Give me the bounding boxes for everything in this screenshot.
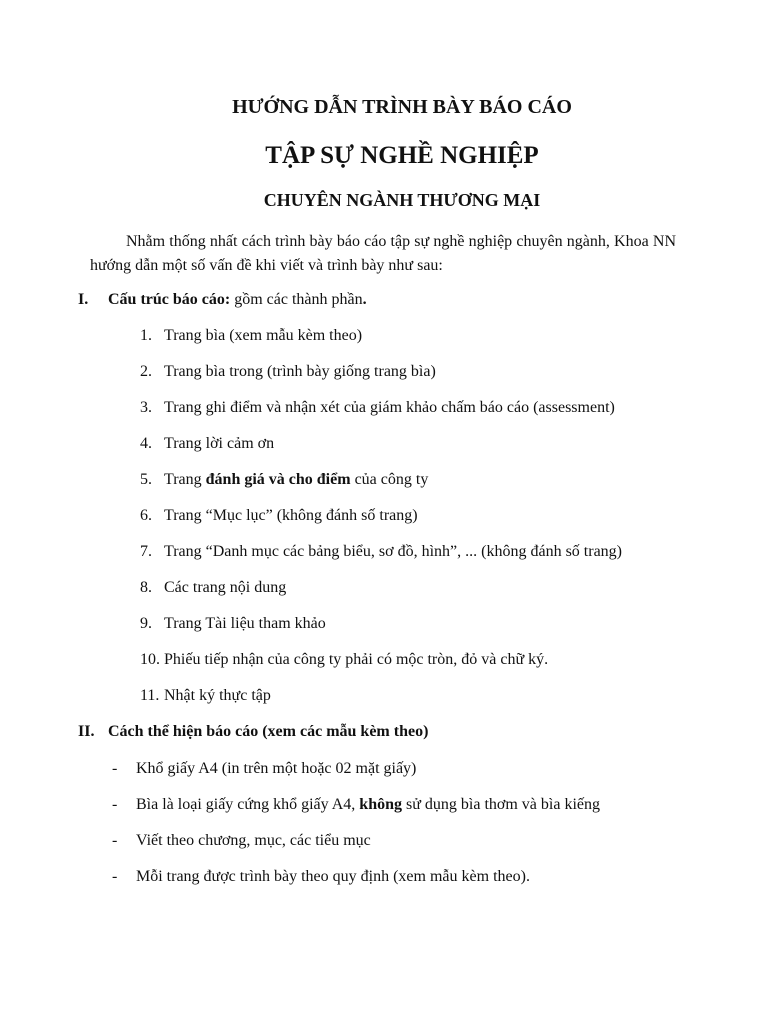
bullet-item — [112, 759, 416, 779]
list-item-text: Phiếu tiếp nhận của công ty phải có mộc tròn, đỏ và chữ ký. — [164, 651, 549, 668]
list-item-text: Trang — [164, 471, 206, 488]
list-item-number: 5. — [140, 471, 152, 488]
list-item — [140, 326, 362, 346]
list-item-text: Trang lời cảm ơn — [164, 435, 275, 452]
list-item — [140, 578, 286, 598]
bullet-item-text-end: sử dụng bìa thơm và bìa kiếng — [402, 796, 600, 813]
document-title-line-2: TẬP SỰ NGHỀ NGHIỆP — [265, 142, 539, 169]
intro-paragraph: Nhằm thống nhất cách trình bày báo cáo tập sự nghề nghiệp chuyên ngành, Khoa NN hướng dẫn một số vấn đề khi viết và trình bày như sau: — [90, 233, 676, 274]
list-item-number: 7. — [140, 543, 152, 560]
list-item-number: 2. — [140, 363, 152, 380]
list-item — [140, 506, 418, 526]
list-item-number: 3. — [140, 399, 152, 416]
section-1-heading — [78, 290, 367, 310]
bullet-item-text: Bìa là loại giấy cứng khổ giấy A4, — [136, 796, 360, 813]
list-item — [140, 614, 326, 634]
dash-marker: - — [112, 760, 118, 777]
bullet-item — [112, 867, 530, 887]
section-1-title: Cấu trúc báo cáo: — [108, 291, 231, 308]
list-item — [140, 398, 615, 418]
list-item-number: 9. — [140, 615, 152, 632]
list-item-number: 6. — [140, 507, 152, 524]
section-2-title: Cách thể hiện báo cáo (xem các mẫu kèm theo) — [108, 723, 429, 740]
document-title-line-3: CHUYÊN NGÀNH THƯƠNG MẠI — [263, 190, 541, 210]
list-item-number: 1. — [140, 327, 152, 344]
list-item-number: 11. — [140, 687, 160, 704]
list-item-text: Trang ghi điểm và nhận xét của giám khảo chấm báo cáo (assessment) — [164, 399, 615, 416]
dash-marker: - — [112, 796, 118, 813]
list-item — [140, 470, 428, 490]
section-2-numeral: II. — [78, 723, 95, 740]
section-2-heading — [78, 722, 428, 742]
list-item-text: Trang bìa trong (trình bày giống trang bìa) — [164, 363, 436, 380]
list-item — [140, 434, 274, 454]
bullet-item-text: Mỗi trang được trình bày theo quy định (xem mẫu kèm theo). — [136, 868, 530, 885]
list-item-number: 4. — [140, 435, 152, 452]
list-item-text: Các trang nội dung — [164, 579, 287, 596]
section-1-title-rest: gồm các thành phần — [230, 291, 363, 308]
dash-marker: - — [112, 868, 118, 885]
bullet-item — [112, 831, 371, 851]
list-item-text: Trang “Mục lục” (không đánh số trang) — [164, 507, 418, 524]
dash-marker: - — [112, 832, 118, 849]
bullet-item-text: Viết theo chương, mục, các tiểu mục — [136, 832, 371, 849]
list-item-text: Trang “Danh mục các bảng biểu, sơ đồ, hình”, ... (không đánh số trang) — [164, 543, 622, 560]
document-title-line-1: HƯỚNG DẪN TRÌNH BÀY BÁO CÁO — [232, 96, 572, 118]
list-item — [140, 650, 548, 670]
list-item — [140, 686, 271, 706]
list-item — [140, 542, 622, 562]
list-item-text: Trang bìa (xem mẫu kèm theo) — [164, 327, 363, 344]
list-item-bold-text: đánh giá và cho điểm — [205, 471, 351, 488]
list-item-text: Trang Tài liệu tham khảo — [164, 615, 326, 632]
list-item-number: 10. — [140, 651, 160, 668]
list-item-number: 8. — [140, 579, 152, 596]
bullet-item-text: Khổ giấy A4 (in trên một hoặc 02 mặt giấy) — [136, 760, 417, 777]
section-1-numeral: I. — [78, 291, 89, 308]
bullet-item — [112, 795, 600, 815]
list-item-text-end: của công ty — [350, 471, 429, 488]
list-item-text: Nhật ký thực tập — [164, 687, 271, 704]
bullet-item-bold-text: không — [359, 796, 402, 813]
section-1-title-end: . — [362, 291, 367, 308]
list-item — [140, 362, 436, 382]
